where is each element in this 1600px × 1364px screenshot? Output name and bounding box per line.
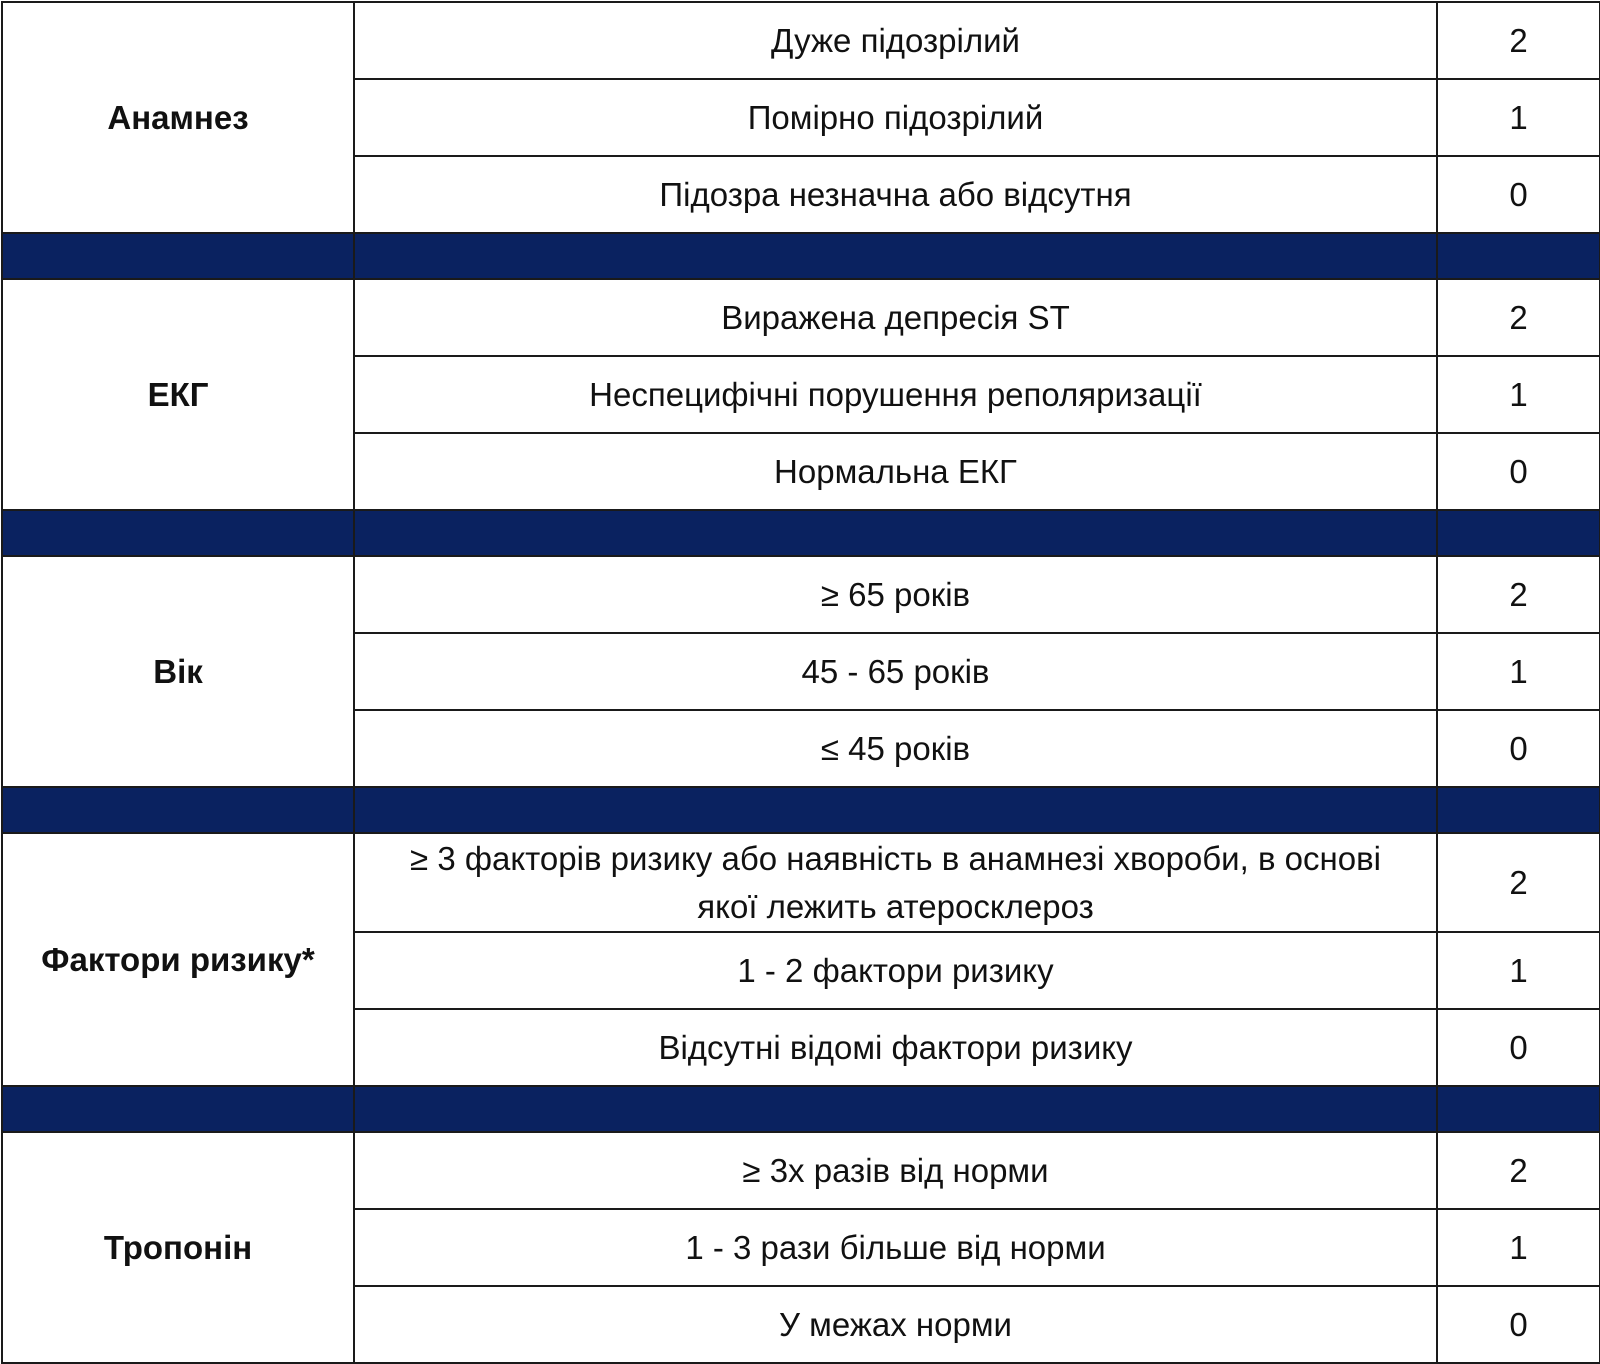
criterion-cell: У межах норми <box>354 1286 1437 1363</box>
separator-row <box>2 510 1600 556</box>
score-cell: 1 <box>1437 356 1600 433</box>
category-history: Анамнез <box>2 2 354 233</box>
separator-cell <box>354 510 1437 556</box>
separator-row <box>2 1086 1600 1132</box>
score-cell: 1 <box>1437 932 1600 1009</box>
separator-cell <box>1437 510 1600 556</box>
separator-row <box>2 787 1600 833</box>
separator-cell <box>1437 1086 1600 1132</box>
score-cell: 0 <box>1437 1009 1600 1086</box>
separator-cell <box>2 233 354 279</box>
table-row <box>2 833 1600 932</box>
criterion-cell: 1 - 3 рази більше від норми <box>354 1209 1437 1286</box>
score-cell: 0 <box>1437 1286 1600 1363</box>
criterion-cell: Помірно підозрілий <box>354 79 1437 156</box>
score-cell: 1 <box>1437 633 1600 710</box>
score-cell: 1 <box>1437 79 1600 156</box>
criterion-cell: 45 - 65 років <box>354 633 1437 710</box>
criterion-cell: ≥ 3х разів від норми <box>354 1132 1437 1209</box>
table-row <box>2 1132 1600 1209</box>
separator-cell <box>2 1086 354 1132</box>
criterion-cell: 1 - 2 фактори ризику <box>354 932 1437 1009</box>
criterion-cell: ≤ 45 років <box>354 710 1437 787</box>
criterion-cell: Відсутні відомі фактори ризику <box>354 1009 1437 1086</box>
separator-cell <box>2 510 354 556</box>
category-troponin: Тропонін <box>2 1132 354 1363</box>
score-cell: 1 <box>1437 1209 1600 1286</box>
score-cell: 0 <box>1437 710 1600 787</box>
separator-cell <box>1437 787 1600 833</box>
separator-cell <box>354 787 1437 833</box>
category-risk-factors: Фактори ризику* <box>2 833 354 1086</box>
separator-cell <box>354 1086 1437 1132</box>
score-cell: 2 <box>1437 2 1600 79</box>
criterion-cell: ≥ 65 років <box>354 556 1437 633</box>
score-cell: 2 <box>1437 1132 1600 1209</box>
table-row <box>2 2 1600 79</box>
score-cell: 0 <box>1437 433 1600 510</box>
score-cell: 2 <box>1437 279 1600 356</box>
heart-score-table <box>1 1 1600 1364</box>
score-cell: 2 <box>1437 833 1600 932</box>
criterion-cell: Виражена депресія ST <box>354 279 1437 356</box>
criterion-cell: Неспецифічні порушення реполяризації <box>354 356 1437 433</box>
separator-cell <box>1437 233 1600 279</box>
table-row <box>2 556 1600 633</box>
criterion-cell: Дуже підозрілий <box>354 2 1437 79</box>
separator-cell <box>2 787 354 833</box>
table-row <box>2 279 1600 356</box>
separator-row <box>2 233 1600 279</box>
score-cell: 0 <box>1437 156 1600 233</box>
criterion-cell: Підозра незначна або відсутня <box>354 156 1437 233</box>
criterion-cell: Нормальна ЕКГ <box>354 433 1437 510</box>
score-cell: 2 <box>1437 556 1600 633</box>
category-ecg: ЕКГ <box>2 279 354 510</box>
separator-cell <box>354 233 1437 279</box>
criterion-cell: ≥ 3 факторів ризику або наявність в анамнезі хвороби, в основі якої лежить атеросклероз <box>354 833 1437 932</box>
category-age: Вік <box>2 556 354 787</box>
